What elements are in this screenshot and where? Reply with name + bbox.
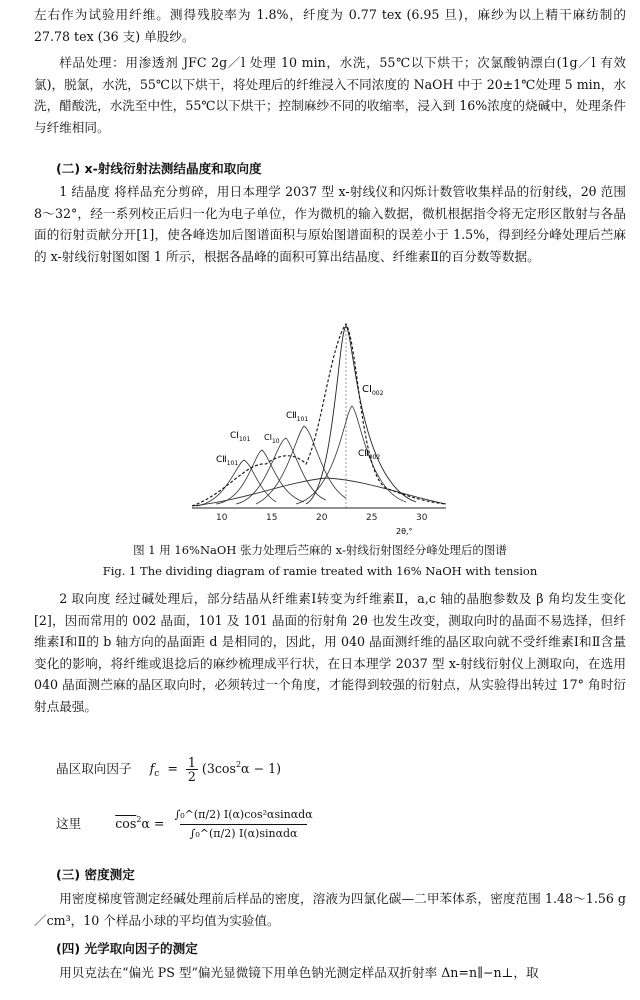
figure-caption-cn: 图 1 用 16%NaOH 张力处理后苎麻的 x-射线衍射图经分峰处理后的图谱 (133, 543, 507, 557)
x-tick-20: 20 (316, 513, 328, 523)
equation-orientation-factor: 晶区取向因子 $f_c = \frac{1}{2} (3\cos^2\alpha - 1)$ (56, 755, 282, 784)
paragraph-crystallinity: 1 结晶度 将样品充分剪碎，用日本理学 2037 型 x-射线仪和闪烁计数管收集样品的衍射线，2θ 范围 8～32°，经一系列校正后归一化为电子单位，作为微机的输入数据，微机根据指令将无定形区散射与各晶面的衍射贡献分开[1]，使各峰迭加后图谱面积与原始图谱面积的误差小于 1.5%，得到经分峰处理后苎麻的 x-射线衍射图如图 1 所示，根据各晶峰的面积可算出结晶度、纤维素Ⅱ的百分数等数据。 (34, 184, 626, 264)
paragraph-top: 左右作为试验用纤维。测得残胶率为 1.8%，纤度为 0.77 tex (6.95 旦)，麻纱为以上精干麻纺制的 27.78 tex (36 支) 单股纱。 (34, 7, 626, 44)
equation-label: 晶区取向因子 (56, 761, 132, 776)
peak-ci002-curve (306, 326, 416, 504)
paragraph-orientation: 2 取向度 经过碱处理后，部分结晶从纤维素Ⅰ转变为纤维素Ⅱ，a,c 轴的晶胞参数及 β 角均发生变化[2]，因而常用的 002 晶面，101 及 10̄1 晶面的衍射角 2θ 也发生改变，测取向时的晶面不易选择，但纤维素Ⅰ和Ⅱ的 b 轴方向的晶面距 d 是相同的，因此，用 040 晶面测纤维的晶区取向就不受纤维素Ⅰ和Ⅱ含量变化的影响，将纤维或退捻后的麻纱梳理成平行状，在日本理学 2037 型 x-射线衍射仪上测取向，在选用 040 晶面测苎麻的晶区取向时，必须转过一个角度，才能得到较强的衍射点，从实验得出转过 17° 角时衍射点最强。 (34, 591, 626, 714)
label-cii002: $CⅡ_{002}$ (358, 449, 381, 461)
section-heading-density: (三) 密度测定 (56, 867, 135, 882)
label-ci101: $CⅠ_{101}$ (230, 431, 251, 443)
x-axis-label: 2θ,° (396, 527, 413, 536)
label-cii101: $CⅡ_{101}$ (286, 411, 309, 423)
paragraph-density: 用密度梯度管测定经碱处理前后样品的密度，溶液为四氯化碳—二甲苯体系，密度范围 1.48～1.56 g／cm³，10 个样品小球的平均值为实验值。 (34, 891, 626, 928)
amorphous-curve (192, 478, 446, 506)
label-ci10: $CⅠ_{10}$ (264, 433, 280, 445)
paragraph-optical: 用贝克法在“偏光 PS 型”偏光显微镜下用单色钠光测定样品双折射率 Δn=n∥−n⊥，取 (59, 965, 539, 980)
section-heading-optical: (四) 光学取向因子的测定 (56, 941, 198, 956)
figure-caption-en: Fig. 1 The dividing diagram of ramie treated with 16% NaOH with tension (102, 564, 538, 578)
figure-1-diffraction-diagram (186, 314, 456, 540)
label-cii10: $CⅡ_{101}$ (216, 455, 239, 467)
equation-where-label: 这里 (56, 816, 82, 831)
label-ci002: $CⅠ_{002}$ (362, 384, 384, 397)
section-heading-xray: (二) x-射线衍射法测结晶度和取向度 (56, 161, 262, 176)
x-tick-15: 15 (266, 513, 278, 523)
peak-ci101-curve (216, 450, 304, 504)
equation-cos-squared: 这里 $\overline{cos}^2\alpha$ = ∫₀^(π/2) I(α)cos²αsinαdα ∫₀^(π/2) I(α)sinαdα (56, 806, 313, 843)
x-tick-30: 30 (416, 513, 428, 523)
x-tick-25: 25 (366, 513, 378, 523)
paragraph-sample-treatment: 样品处理：用渗透剂 JFC 2g／l 处理 10 min，水洗，55℃以下烘干；次氯酸钠漂白(1g／l 有效氯)，脱氯，水洗，55℃以下烘干，将处理后的纤维浸入不同浓度的 NaOH 中于 20±1℃处理 5 min，水洗，醋酸洗，水洗至中性，55℃以下烘干；控制麻纱不同的收缩率，浸入到 16%浓度的烧碱中，处理条件与纤维相同。 (34, 55, 626, 135)
x-tick-10: 10 (216, 513, 228, 523)
